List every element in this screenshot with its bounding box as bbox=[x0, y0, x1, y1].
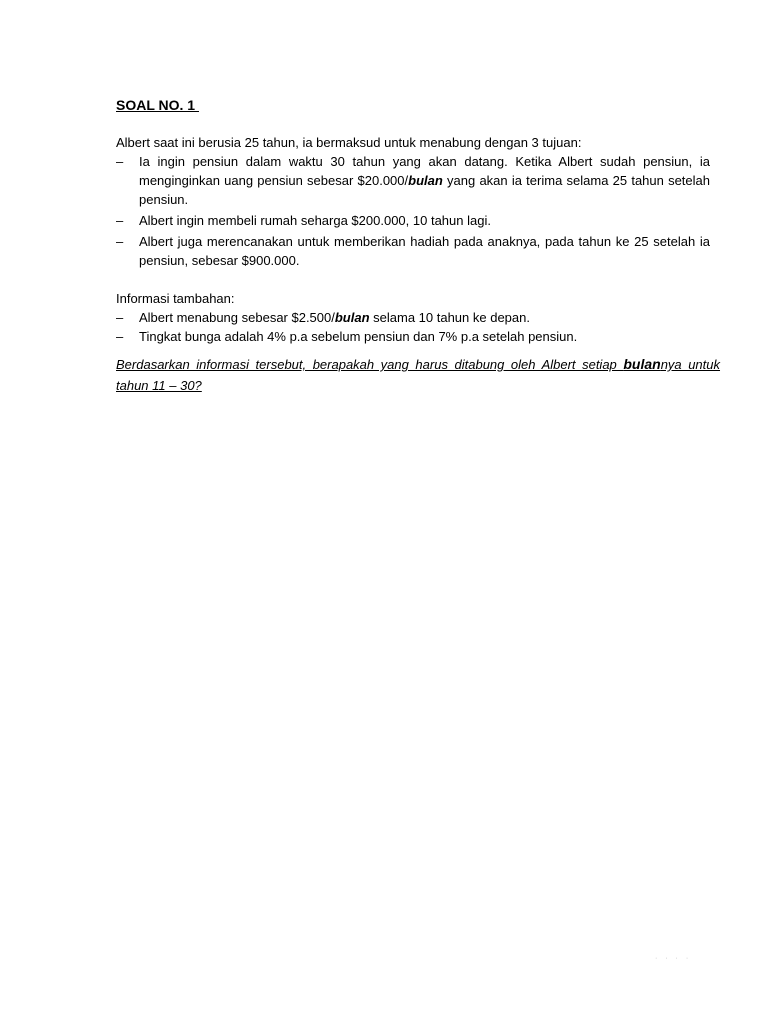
goal-3-text: Albert juga merencanakan untuk memberikan hadiah pada anaknya, pada tahun ke 25 setelah ia pensiun, sebesar $900.000. bbox=[139, 234, 710, 268]
document-page bbox=[116, 96, 721, 409]
dash-marker: – bbox=[116, 234, 124, 249]
goal-item-gift bbox=[116, 232, 710, 270]
info-2-text: Tingkat bunga adalah 4% p.a sebelum pensiun dan 7% p.a setelah pensiun. bbox=[139, 329, 578, 344]
question-text-start: Berdasarkan informasi tersebut, berapakah yang harus ditabung oleh Albert setiap bbox=[116, 357, 624, 372]
question-emphasis: bulan bbox=[623, 356, 661, 372]
info-item-interest bbox=[116, 327, 710, 346]
info-1-text-end: selama 10 tahun ke depan. bbox=[369, 310, 530, 325]
info-list bbox=[116, 308, 710, 346]
dash-marker: – bbox=[116, 329, 124, 344]
dash-marker: – bbox=[116, 154, 124, 169]
page-footer-mark: · · · · bbox=[655, 955, 692, 962]
goals-list bbox=[116, 152, 710, 270]
question-paragraph bbox=[116, 354, 720, 396]
goal-1-text-end: yang akan ia terima selama 25 tahun setelah pensiun. bbox=[139, 173, 710, 207]
goal-1-emphasis: bulan bbox=[408, 173, 443, 188]
spacer bbox=[116, 272, 710, 289]
goal-item-retirement bbox=[116, 152, 710, 209]
goal-item-house bbox=[116, 211, 710, 230]
question-text-end: nya untuk tahun 11 – 30? bbox=[116, 357, 721, 393]
info-1-text-start: Albert menabung sebesar $2.500/ bbox=[139, 310, 335, 325]
dash-marker: – bbox=[116, 310, 124, 325]
info-heading: Informasi tambahan: bbox=[116, 291, 235, 306]
dash-marker: – bbox=[116, 213, 124, 228]
intro-paragraph: Albert saat ini berusia 25 tahun, ia bermaksud untuk menabung dengan 3 tujuan: bbox=[116, 135, 582, 150]
page-title: SOAL NO. 1 bbox=[116, 97, 199, 113]
info-1-emphasis: bulan bbox=[334, 310, 370, 325]
goal-2-text: Albert ingin membeli rumah seharga $200.000, 10 tahun lagi. bbox=[139, 213, 491, 228]
goal-1-text-start: Ia ingin pensiun dalam waktu 30 tahun yang akan datang. Ketika Albert sudah pensiun, ia menginginkan uang pensiun sebesar $20.000/ bbox=[139, 154, 710, 188]
info-item-savings bbox=[116, 308, 710, 327]
